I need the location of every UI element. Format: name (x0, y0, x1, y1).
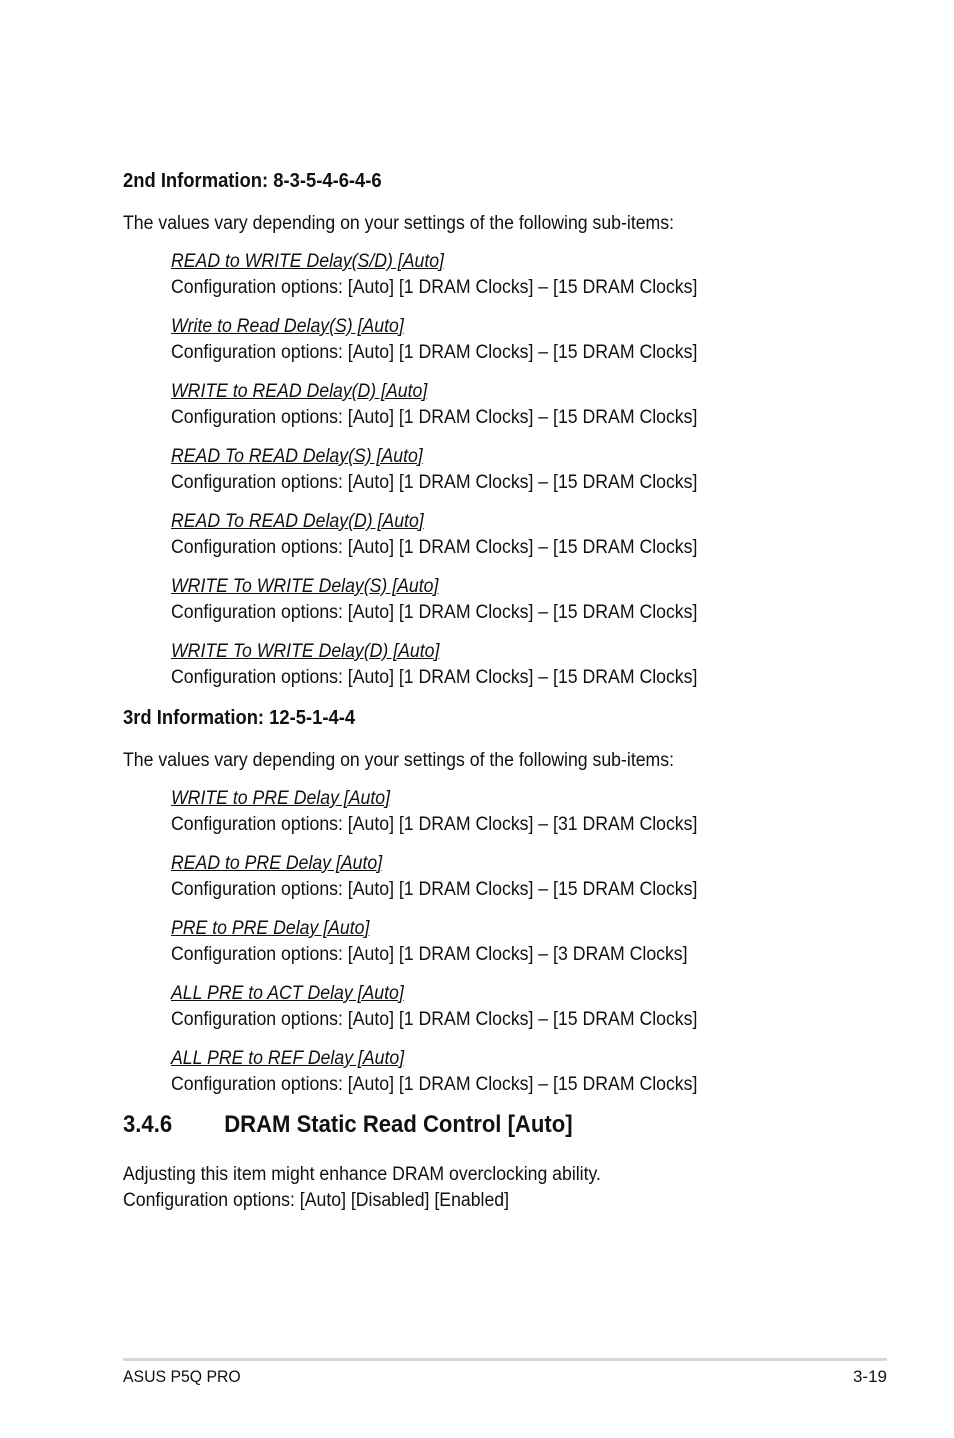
sub-item-title: WRITE to PRE Delay [Auto] (171, 788, 390, 809)
section-title-text: DRAM Static Read Control [Auto] (224, 1111, 573, 1138)
section-intro: The values vary depending on your settings of the following sub-items: (123, 750, 675, 771)
sub-item-title: WRITE To WRITE Delay(D) [Auto] (171, 641, 440, 662)
footer-page-number: 3-19 (852, 1367, 887, 1386)
sub-item (171, 1046, 823, 1098)
sub-item (171, 444, 823, 496)
sub-item-options: Configuration options: [Auto] [1 DRAM Clocks] – [15 DRAM Clocks] (171, 602, 698, 623)
sub-item-title: READ To READ Delay(S) [Auto] (171, 446, 423, 467)
dram-static-read-control-section (123, 1110, 823, 1214)
sub-item (171, 916, 823, 968)
sub-item-options: Configuration options: [Auto] [1 DRAM Clocks] – [15 DRAM Clocks] (171, 667, 698, 688)
sub-item-title: ALL PRE to REF Delay [Auto] (171, 1048, 405, 1069)
section-heading-2nd-information: 2nd Information: 8-3-5-4-6-4-6 (123, 170, 382, 192)
sub-item-options: Configuration options: [Auto] [1 DRAM Clocks] – [15 DRAM Clocks] (171, 407, 698, 428)
sub-item (171, 574, 823, 626)
sub-item-options: Configuration options: [Auto] [1 DRAM Clocks] – [15 DRAM Clocks] (171, 342, 698, 363)
sub-item-options: Configuration options: [Auto] [1 DRAM Clocks] – [3 DRAM Clocks] (171, 944, 688, 965)
sub-item-title: READ to PRE Delay [Auto] (171, 853, 383, 874)
description-line: Adjusting this item might enhance DRAM overclocking ability. (123, 1164, 601, 1185)
section-number: 3.4.6 (123, 1111, 173, 1138)
sub-item-options: Configuration options: [Auto] [1 DRAM Clocks] – [15 DRAM Clocks] (171, 1009, 698, 1030)
info-block-2nd (123, 168, 823, 691)
sub-item-options: Configuration options: [Auto] [1 DRAM Clocks] – [15 DRAM Clocks] (171, 1074, 698, 1095)
sub-item-title: PRE to PRE Delay [Auto] (171, 918, 370, 939)
footer-divider (123, 1358, 887, 1361)
sub-item-options: Configuration options: [Auto] [1 DRAM Clocks] – [15 DRAM Clocks] (171, 537, 698, 558)
sub-item-options: Configuration options: [Auto] [1 DRAM Clocks] – [31 DRAM Clocks] (171, 814, 698, 835)
sub-item (171, 509, 823, 561)
info-block-3rd (123, 705, 823, 1098)
sub-item (171, 249, 823, 301)
sub-item (171, 786, 823, 838)
sub-item-title: ALL PRE to ACT Delay [Auto] (171, 983, 404, 1004)
section-title (123, 1110, 767, 1140)
sub-item (171, 851, 823, 903)
configuration-options-line: Configuration options: [Auto] [Disabled] [Enabled] (123, 1190, 510, 1211)
section-heading-3rd-information: 3rd Information: 12-5-1-4-4 (123, 707, 356, 729)
sub-item-options: Configuration options: [Auto] [1 DRAM Clocks] – [15 DRAM Clocks] (171, 879, 698, 900)
sub-item-title: WRITE to READ Delay(D) [Auto] (171, 381, 428, 402)
footer-product-name: ASUS P5Q PRO (123, 1367, 241, 1386)
sub-item-title: Write to Read Delay(S) [Auto] (171, 316, 404, 337)
sub-item-list (171, 249, 823, 691)
section-description (123, 1162, 774, 1214)
sub-item (171, 314, 823, 366)
sub-item-options: Configuration options: [Auto] [1 DRAM Clocks] – [15 DRAM Clocks] (171, 277, 698, 298)
sub-item (171, 981, 823, 1033)
sub-item-title: READ To READ Delay(D) [Auto] (171, 511, 424, 532)
sub-item-title: WRITE To WRITE Delay(S) [Auto] (171, 576, 439, 597)
sub-item-title: READ to WRITE Delay(S/D) [Auto] (171, 251, 444, 272)
page-content (123, 168, 823, 1214)
section-intro: The values vary depending on your settings of the following sub-items: (123, 213, 675, 234)
sub-item (171, 639, 823, 691)
sub-item (171, 379, 823, 431)
sub-item-options: Configuration options: [Auto] [1 DRAM Clocks] – [15 DRAM Clocks] (171, 472, 698, 493)
sub-item-list (171, 786, 823, 1098)
